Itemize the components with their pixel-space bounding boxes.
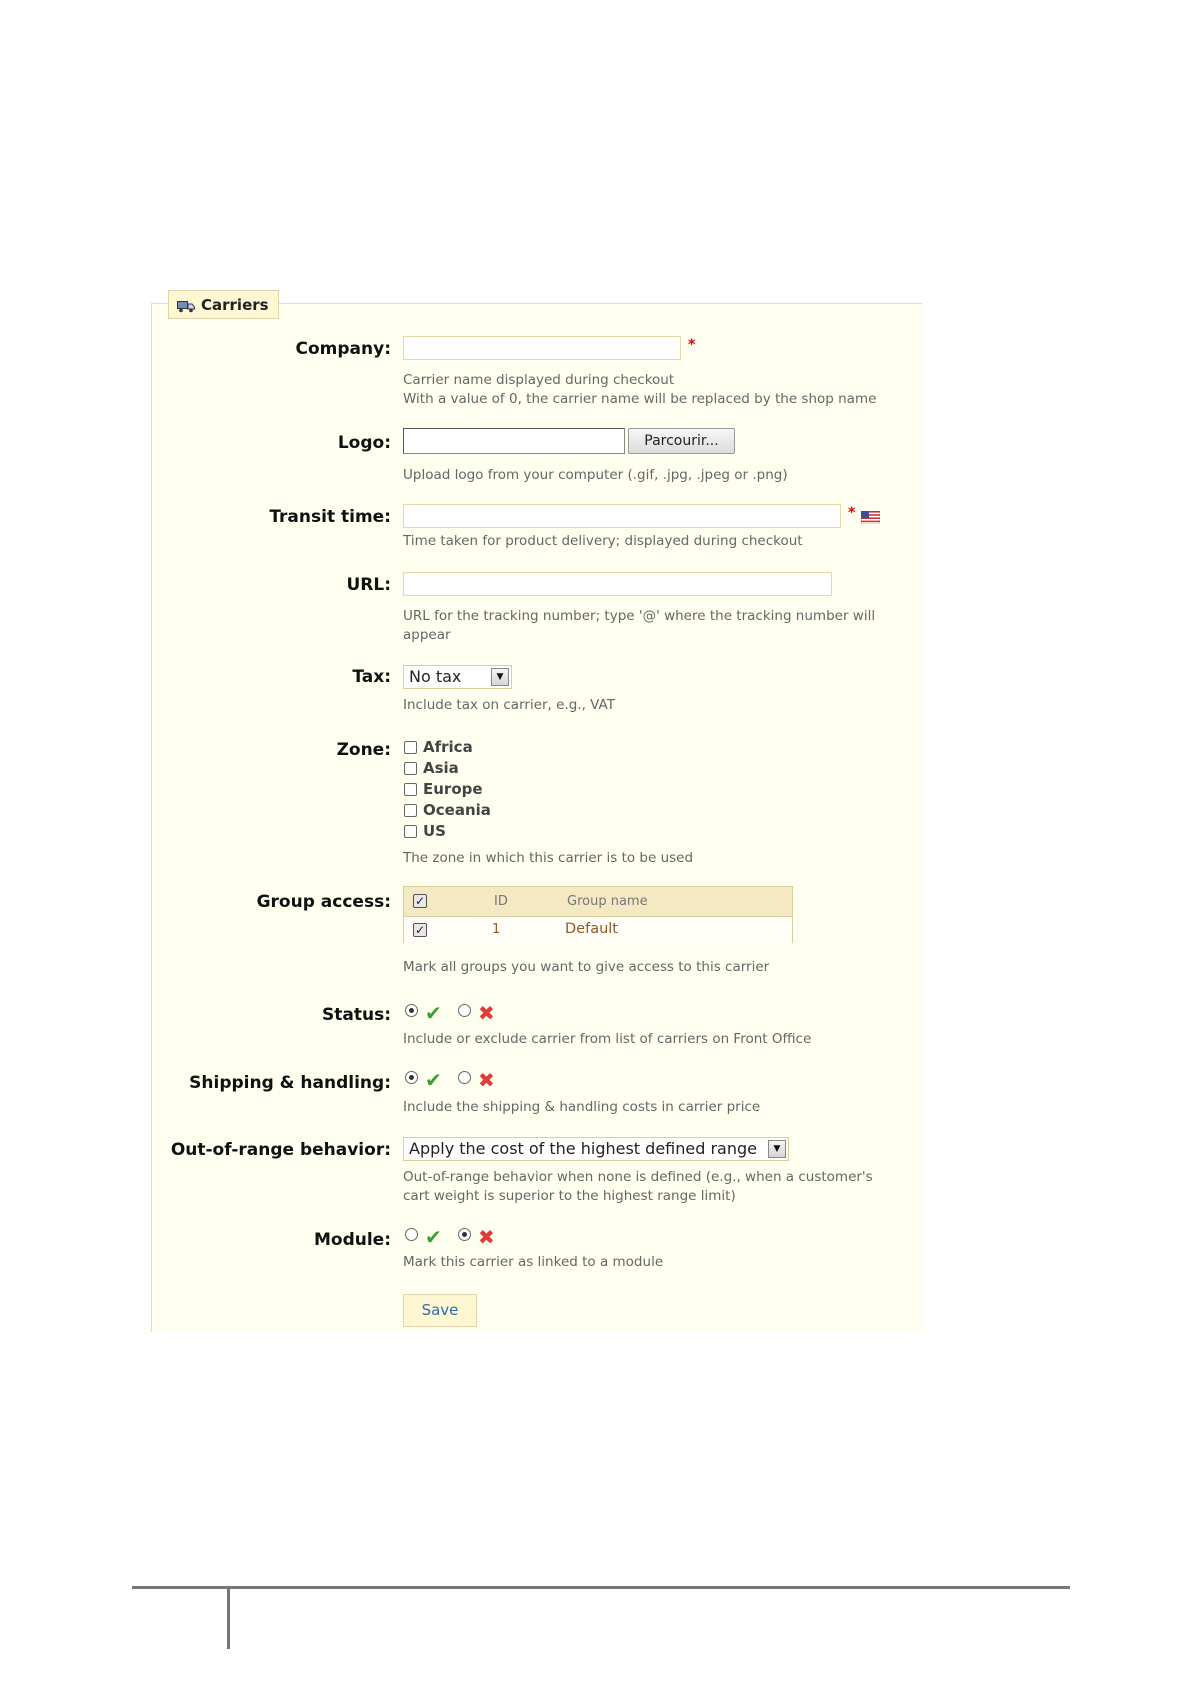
select-all-checkbox[interactable]: ✓: [414, 894, 426, 908]
check-icon: ✔: [425, 1068, 442, 1092]
group-access-hint: Mark all groups you want to give access to this carrier: [403, 959, 770, 975]
zone-checkbox[interactable]: [404, 762, 417, 775]
out-of-range-label: Out-of-range behavior:: [170, 1140, 391, 1160]
out-of-range-hint: Out-of-range behavior when none is defined (e.g., when a customer's cart weight is superior to the highest range limit): [403, 1169, 873, 1204]
company-required-mark: *: [688, 337, 696, 353]
company-label: Company:: [295, 339, 391, 359]
module-label: Module:: [313, 1230, 391, 1250]
status-disabled-radio[interactable]: [458, 1004, 471, 1017]
group-table-header: [404, 887, 792, 917]
browse-button[interactable]: Parcourir...: [628, 428, 735, 454]
tax-hint: Include tax on carrier, e.g., VAT: [403, 697, 615, 713]
column-group-name: Group name: [567, 894, 648, 909]
tax-select[interactable]: [403, 665, 512, 689]
out-of-range-selected-value: Apply the cost of the highest defined range: [409, 1139, 757, 1158]
form-legend: [168, 290, 279, 319]
zone-checkbox[interactable]: [404, 825, 417, 838]
module-enabled-radio[interactable]: [405, 1228, 418, 1241]
zone-checkbox[interactable]: [404, 741, 417, 754]
logo-hint: Upload logo from your computer (.gif, .jpg, .jpeg or .png): [403, 467, 788, 483]
check-icon: ✔: [425, 1225, 442, 1249]
zone-item-oceania[interactable]: Oceania: [404, 801, 491, 819]
truck-icon: [177, 299, 195, 311]
footer-vertical-divider: [227, 1588, 230, 1649]
transit-time-label: Transit time:: [269, 507, 391, 527]
company-input[interactable]: [403, 336, 681, 360]
module-disabled-radio[interactable]: [458, 1228, 471, 1241]
shipping-handling-hint: Include the shipping & handling costs in carrier price: [403, 1099, 761, 1115]
url-hint: URL for the tracking number; type '@' where the tracking number will appear: [403, 608, 876, 643]
footer-divider: [132, 1586, 1070, 1589]
column-id: ID: [494, 894, 508, 909]
shipping-enabled-radio[interactable]: [405, 1071, 418, 1084]
zone-hint: The zone in which this carrier is to be used: [403, 850, 694, 866]
zone-checkbox[interactable]: [404, 804, 417, 817]
zone-item-europe[interactable]: Europe: [404, 780, 483, 798]
cross-icon: ✖: [478, 1001, 495, 1025]
zone-checkbox[interactable]: [404, 783, 417, 796]
cross-icon: ✖: [478, 1068, 495, 1092]
zone-item-asia[interactable]: Asia: [404, 759, 459, 777]
transit-required-mark: *: [848, 505, 856, 521]
zone-item-africa[interactable]: Africa: [404, 738, 473, 756]
status-label: Status:: [322, 1005, 391, 1025]
table-row: [404, 917, 792, 944]
status-enabled-radio[interactable]: [405, 1004, 418, 1017]
us-flag-icon[interactable]: [861, 509, 880, 522]
url-input[interactable]: [403, 572, 832, 596]
group-id: 1: [492, 922, 501, 937]
chevron-down-icon[interactable]: ▼: [768, 1140, 786, 1158]
chevron-down-icon[interactable]: ▼: [491, 668, 509, 686]
group-name: Default: [565, 921, 618, 937]
shipping-disabled-radio[interactable]: [458, 1071, 471, 1084]
out-of-range-select[interactable]: [403, 1137, 789, 1161]
group-checkbox[interactable]: ✓: [414, 923, 426, 937]
tax-selected-value: No tax: [409, 667, 462, 686]
tax-label: Tax:: [352, 667, 391, 687]
status-hint: Include or exclude carrier from list of carriers on Front Office: [403, 1031, 812, 1047]
check-icon: ✔: [425, 1001, 442, 1025]
transit-time-input[interactable]: [403, 504, 841, 528]
transit-time-hint: Time taken for product delivery; displayed during checkout: [403, 533, 803, 549]
company-hint: Carrier name displayed during checkout With a value of 0, the carrier name will be replaced by the shop name: [403, 372, 877, 407]
group-access-label: Group access:: [256, 892, 391, 912]
legend-title: Carriers: [201, 295, 269, 314]
shipping-handling-label: Shipping & handling:: [189, 1073, 391, 1093]
zone-label: Zone:: [336, 740, 391, 760]
logo-label: Logo:: [337, 433, 391, 453]
group-table: [403, 886, 793, 943]
module-hint: Mark this carrier as linked to a module: [403, 1254, 664, 1270]
zone-item-us[interactable]: US: [404, 822, 446, 840]
cross-icon: ✖: [478, 1225, 495, 1249]
save-button[interactable]: Save: [403, 1294, 477, 1327]
logo-file-input[interactable]: [403, 428, 625, 454]
url-label: URL:: [346, 575, 391, 595]
